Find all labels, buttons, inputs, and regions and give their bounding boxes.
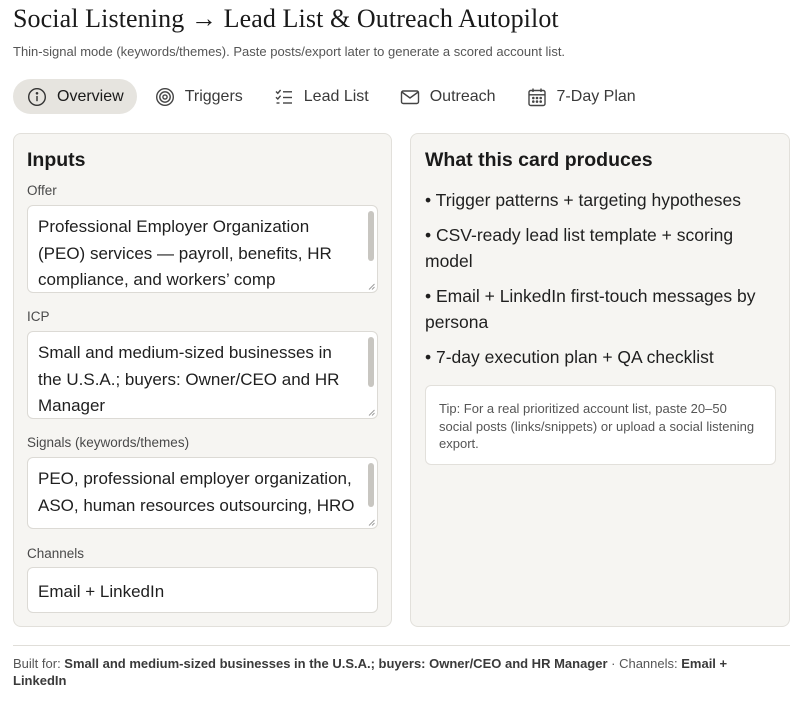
produces-heading: What this card produces	[425, 149, 653, 171]
tab-label: 7-Day Plan	[556, 87, 636, 105]
inputs-heading: Inputs	[27, 149, 86, 171]
tab-7-day-plan[interactable]	[513, 79, 649, 114]
offer-label: Offer	[27, 183, 57, 198]
signals-label: Signals (keywords/themes)	[27, 435, 190, 450]
built-for-value: Small and medium-sized businesses in the U.S.A.; buyers: Owner/CEO and HR Manager	[64, 656, 608, 671]
page-title: Social Listening → Lead List & Outreach Autopilot	[13, 4, 559, 33]
tab-label: Outreach	[429, 87, 496, 105]
signals-textarea[interactable]	[27, 457, 378, 529]
footer	[13, 655, 783, 689]
offer-value: Professional Employer Organization (PEO) services — payroll, benefits, HR compliance, and workers’ comp	[38, 217, 332, 289]
icp-label: ICP	[27, 309, 50, 324]
icp-textarea[interactable]	[27, 331, 378, 419]
footer-divider	[13, 645, 790, 646]
list-item: • Trigger patterns + targeting hypotheses	[425, 190, 741, 210]
produces-card	[410, 133, 790, 627]
channels-footer-value: Email + LinkedIn	[13, 656, 728, 688]
list-item: • 7-day execution plan + QA checklist	[425, 346, 714, 367]
inputs-card	[13, 133, 392, 627]
tab-label: Triggers	[184, 87, 243, 105]
offer-scrollbar[interactable]	[368, 211, 374, 261]
channels-prefix: · Channels:	[607, 656, 682, 671]
tab-bar	[13, 79, 653, 114]
calendar-icon	[527, 87, 547, 107]
signals-scrollbar[interactable]	[368, 463, 374, 507]
tab-label: Overview	[57, 87, 124, 105]
channels-label: Channels	[27, 546, 85, 561]
resize-handle-icon[interactable]	[368, 409, 375, 416]
list-item: • CSV-ready lead list template + scoring model	[425, 224, 734, 271]
tip-box: Tip: For a real prioritized account list, paste 20–50 social posts (links/snippets) or upload a social listening export.	[425, 385, 776, 465]
checklist-icon	[274, 87, 294, 107]
signals-value: PEO, professional employer organization, ASO, human resources outsourcing, HRO	[38, 469, 355, 515]
produces-list	[425, 187, 780, 378]
icp-value: Small and medium-sized businesses in the U.S.A.; buyers: Owner/CEO and HR Manager	[38, 343, 340, 415]
built-for-prefix: Built for:	[13, 656, 65, 671]
icp-scrollbar[interactable]	[368, 337, 374, 387]
offer-textarea[interactable]	[27, 205, 378, 293]
channels-input[interactable]	[27, 567, 378, 613]
channels-value: Email + LinkedIn	[38, 582, 165, 601]
tab-lead-list[interactable]	[260, 79, 382, 114]
mail-icon	[400, 87, 420, 107]
tab-overview[interactable]	[13, 79, 137, 114]
tab-triggers[interactable]	[141, 79, 256, 114]
tab-label: Lead List	[303, 87, 369, 105]
target-icon	[155, 87, 175, 107]
info-icon	[27, 87, 47, 107]
resize-handle-icon[interactable]	[368, 519, 375, 526]
tab-outreach[interactable]	[386, 79, 509, 114]
list-item: • Email + LinkedIn first-touch messages by persona	[425, 285, 756, 332]
page-subtitle: Thin-signal mode (keywords/themes). Paste posts/export later to generate a scored account list.	[13, 44, 566, 59]
resize-handle-icon[interactable]	[368, 283, 375, 290]
